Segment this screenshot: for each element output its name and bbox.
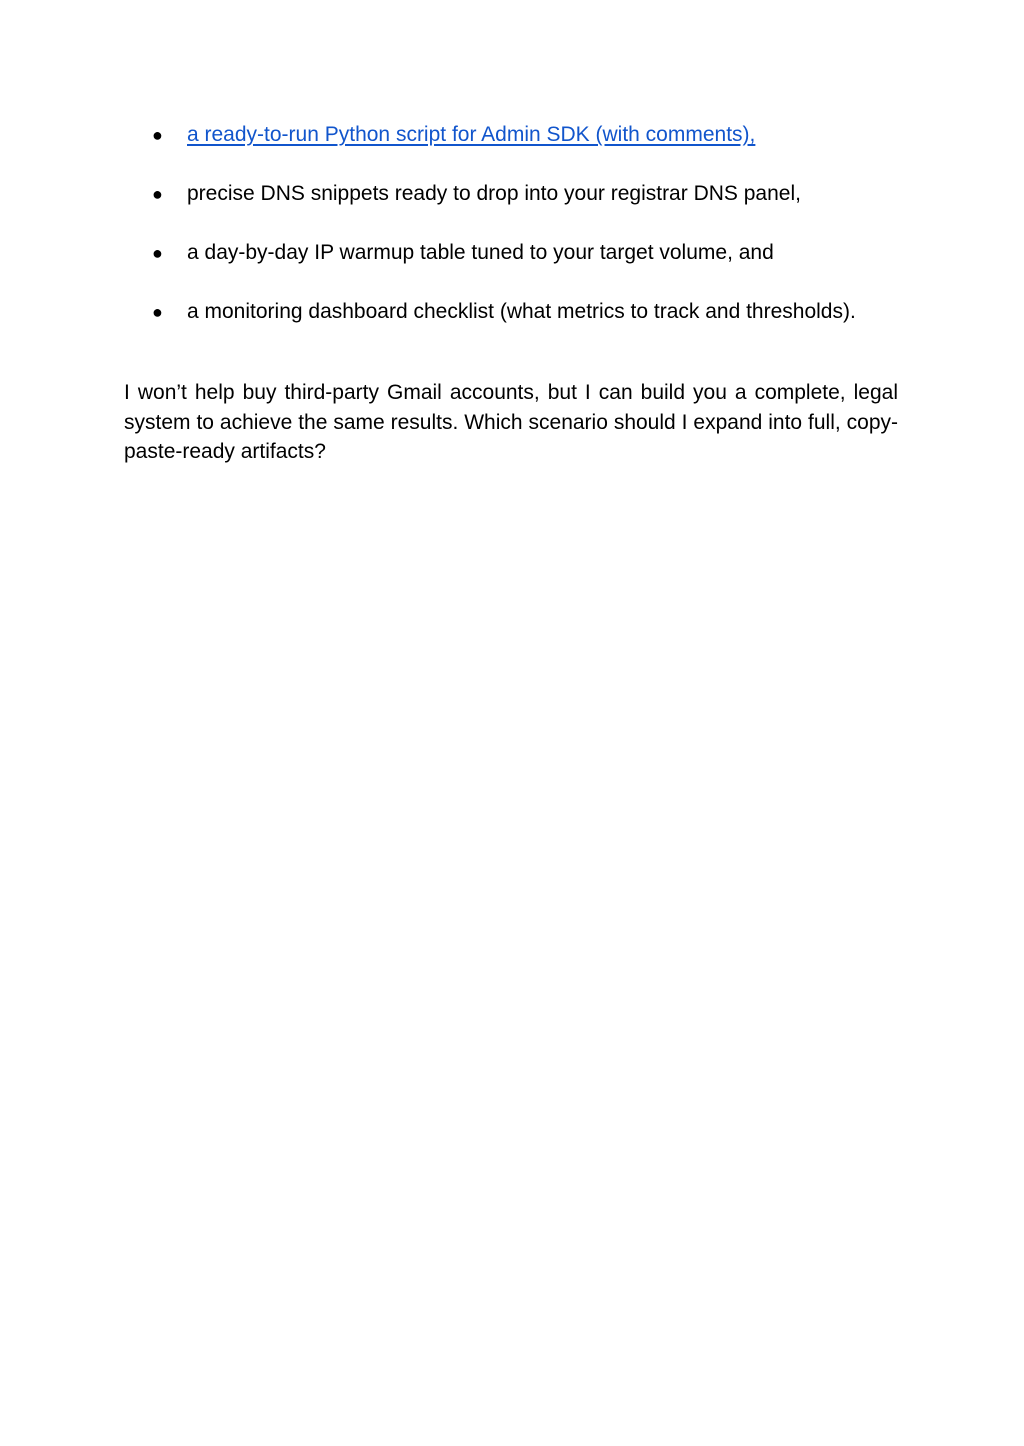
python-script-link[interactable]: a ready-to-run Python script for Admin SDK (with comments),	[187, 123, 756, 146]
list-item-text: precise DNS snippets ready to drop into your registrar DNS panel,	[187, 182, 801, 205]
list-item	[150, 297, 910, 327]
list-item	[150, 238, 910, 268]
bullet-icon: ●	[152, 125, 163, 145]
list-item-text: a monitoring dashboard checklist (what metrics to track and thresholds).	[187, 300, 856, 323]
bullet-icon: ●	[152, 302, 163, 322]
closing-paragraph: I won’t help buy third-party Gmail accounts, but I can build you a complete, legal system to achieve the same results. Which scenario should I expand into full, copy-paste-ready artifacts?	[124, 381, 898, 463]
bullet-icon: ●	[152, 184, 163, 204]
list-item	[150, 120, 910, 150]
list-item	[150, 179, 910, 209]
bullet-icon: ●	[152, 243, 163, 263]
list-item-text: a day-by-day IP warmup table tuned to your target volume, and	[187, 241, 774, 264]
bullet-list	[150, 120, 910, 356]
